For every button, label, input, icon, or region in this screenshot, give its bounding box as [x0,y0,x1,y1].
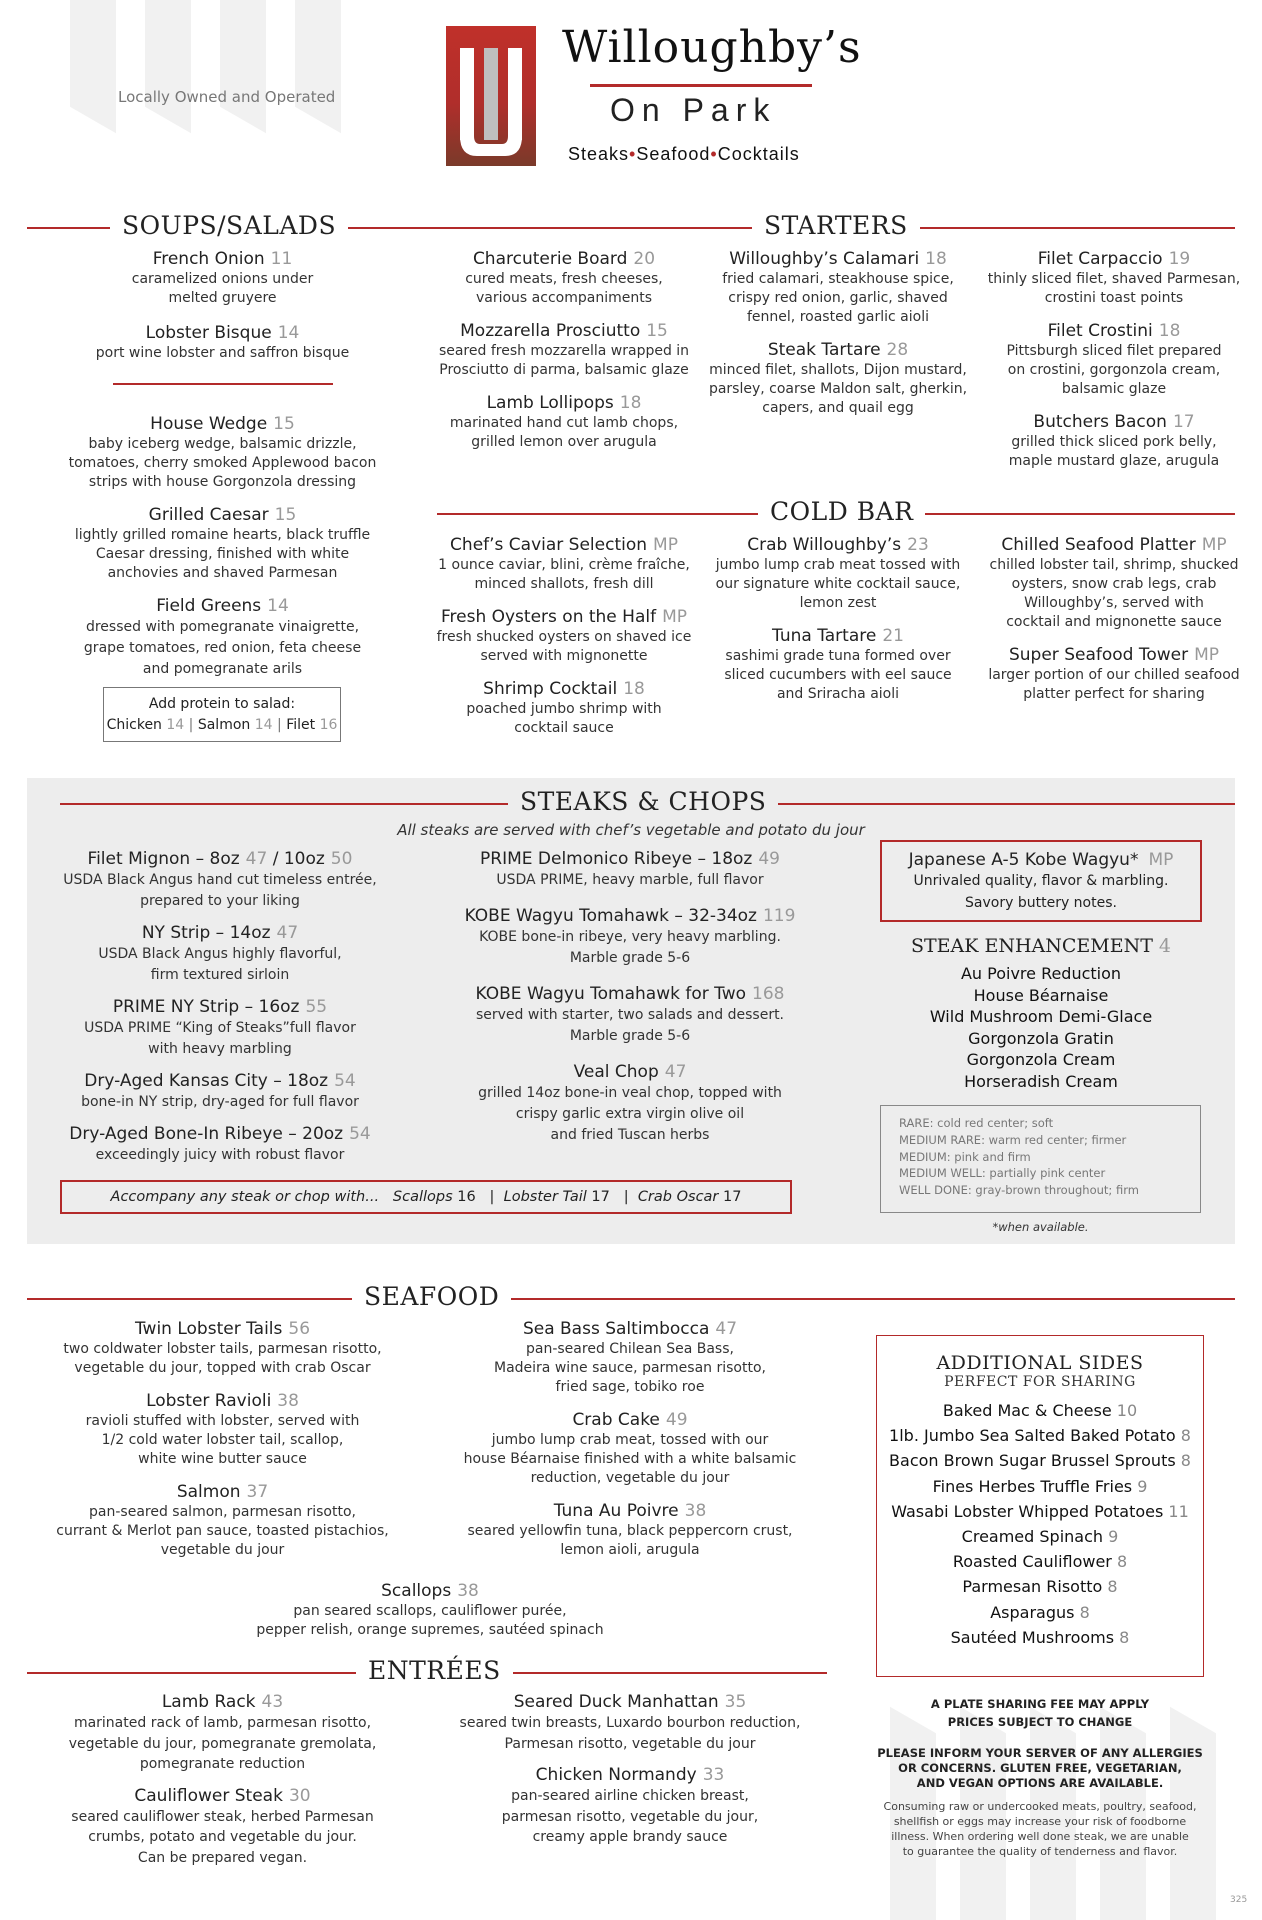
menu-item: Grilled Caesar 15 lightly grilled romaine hearts, black truffle Caesar dressing, finished with white anchovies and shaved Parmesan [74,505,371,581]
menu-item: Filet Crostini 18 Pittsburgh sliced filet prepared on crostini, gorgonzola cream, balsamic glaze [1006,321,1222,397]
entrees-col2 [455,1691,805,1848]
brand-underline [590,84,812,87]
seafood-col1 [50,1318,395,1560]
decorative-stripe [220,0,266,133]
decorative-stripe [70,0,116,133]
menu-item: Lamb Lollipops 18 marinated hand cut lamb chops, grilled lemon over arugula [449,393,679,450]
fee-note: A PLATE SHARING FEE MAY APPLY PRICES SUBJECT TO CHANGE [930,1697,1150,1729]
menu-item: House Wedge 15 baby iceberg wedge, balsamic drizzle, tomatoes, cherry smoked Applewood bacon strips with house Gorgonzola dressing [68,414,377,490]
section-title-soups: SOUPS/SALADS [110,211,348,241]
coldbar-col1 [428,534,700,738]
side-item: Parmesan Risotto 8 [962,1577,1118,1597]
menu-item: Mozzarella Prosciutto 15 seared fresh mozzarella wrapped in Prosciutto di parma, balsamic glaze [438,321,690,378]
menu-item: Lobster Ravioli 38 ravioli stuffed with lobster, served with 1/2 cold water lobster tail, scallop, white wine butter sauce [85,1391,360,1467]
section-title-cold-bar: COLD BAR [758,497,925,527]
menu-item: Super Seafood Tower MP larger portion of our chilled seafood platter perfect for sharing [988,645,1240,702]
menu-item: Dry-Aged Kansas City – 18oz 54 bone-in NY strip, dry-aged for full flavor [81,1071,359,1110]
menu-item: Steak Tartare 28 minced filet, shallots, Dijon mustard, parsley, coarse Maldon salt, gherkin, capers, and quail egg [708,340,968,416]
menu-item: Lobster Bisque 14 port wine lobster and saffron bisque [95,323,350,361]
coldbar-col2 [702,534,974,704]
steaks-subtitle: All steaks are served with chef’s vegetable and potato du jour [397,821,865,839]
menu-item: Salmon 37 pan-seared salmon, parmesan risotto, currant & Merlot pan sauce, toasted pistachios, vegetable du jour [56,1482,389,1558]
menu-item: KOBE Wagyu Tomahawk for Two 168 served with starter, two salads and dessert. Marble grade 5-6 [475,984,785,1044]
menu-item: Crab Willoughby’s 23 jumbo lump crab meat tossed with our signature white cocktail sauce, lemon zest [715,535,961,611]
menu-item: Chicken Normandy 33 pan-seared airline chicken breast, parmesan risotto, vegetable du jour, creamy apple brandy sauce [501,1765,759,1845]
section-title-starters: STARTERS [752,211,920,241]
menu-item: PRIME Delmonico Ribeye – 18oz 49 USDA PRIME, heavy marble, full flavor [480,849,780,888]
enhancement-item: Wild Mushroom Demi-Glace [929,1007,1153,1026]
menu-item: Filet Carpaccio 19 thinly sliced filet, shaved Parmesan, crostini toast points [987,249,1241,306]
menu-item: Lamb Rack 43 marinated rack of lamb, parmesan risotto, vegetable du jour, pomegranate gremolata, pomegranate reduction [68,1692,377,1772]
sides-subtitle: PERFECT FOR SHARING [944,1374,1136,1390]
menu-item: Dry-Aged Bone-In Ribeye – 20oz 54 exceedingly juicy with robust flavor [69,1124,371,1163]
soups-column [50,248,395,680]
menu-item: Willoughby’s Calamari 18 fried calamari, steakhouse spice, crispy red onion, garlic, shaved fennel, roasted garlic aioli [722,249,954,325]
when-available-note: *when available. [992,1220,1089,1234]
tagline: Locally Owned and Operated [118,88,336,106]
menu-item: Seared Duck Manhattan 35 seared twin breasts, Luxardo bourbon reduction, Parmesan risotto, vegetable du jour [459,1692,801,1752]
starters-col3 [978,248,1250,471]
menu-item: Tuna Tartare 21 sashimi grade tuna formed over sliced cucumbers with eel sauce and Sriracha aioli [724,626,952,702]
sides-box [876,1335,1204,1677]
logo-w-icon [446,26,536,166]
brand-name: Willoughby’s [562,22,862,73]
protein-box: Add protein to salad: Chicken 14 | Salmon 14 | Filet 16 [103,687,341,742]
kobe-box: Japanese A-5 Kobe Wagyu* MP Unrivaled quality, flavor & marbling. Savory buttery notes. [880,840,1202,922]
brand-sub: On Park [610,92,777,128]
menu-item: Twin Lobster Tails 56 two coldwater lobster tails, parmesan risotto, vegetable du jour, topped with crab Oscar [63,1319,382,1376]
decorative-stripe [295,0,341,133]
menu-item: Chef’s Caviar Selection MP 1 ounce caviar, blini, crème fraîche, minced shallots, fresh dill [438,535,690,592]
logo [446,26,536,166]
section-rule [910,227,1235,229]
menu-item: KOBE Wagyu Tomahawk – 32-34oz 119 KOBE bone-in ribeye, very heavy marbling. Marble grade 5-6 [464,906,796,966]
menu-item: Crab Cake 49 jumbo lump crab meat, tossed with our house Béarnaise finished with a white balsamic reduction, vegetable du jour [463,1410,797,1486]
sides-title: ADDITIONAL SIDES [936,1352,1144,1374]
accompany-box: Accompany any steak or chop with... Scallops 16 | Lobster Tail 17 | Crab Oscar 17 [60,1180,792,1214]
starters-col1 [428,248,700,452]
steaks-col1 [60,848,380,1166]
section-title-seafood: SEAFOOD [352,1282,511,1312]
menu-item: Veal Chop 47 grilled 14oz bone-in veal chop, topped with crispy garlic extra virgin olive oil and fried Tuscan herbs [478,1062,782,1143]
enhancement-item: Gorgonzola Cream [966,1050,1116,1069]
menu-item: Chilled Seafood Platter MP chilled lobster tail, shrimp, shucked oysters, snow crab legs, crab Willoughby’s, served with cocktail and mignonette sauce [989,535,1239,630]
steak-enhancement: STEAK ENHANCEMENT 4 Au Poivre Reduction House Béarnaise Wild Mushroom Demi-Glace Gorgonzola Gratin Gorgonzola Cream Horseradish Cream [880,935,1202,1092]
menu-item: PRIME NY Strip – 16oz 55 USDA PRIME “King of Steaks”full flavor with heavy marbling [84,997,356,1057]
menu-item: Sea Bass Saltimbocca 47 pan-seared Chilean Sea Bass, Madeira wine sauce, parmesan risotto, fried sage, tobiko roe [494,1319,766,1395]
section-rule [27,1298,1235,1300]
menu-item: Butchers Bacon 17 grilled thick sliced pork belly, maple mustard glaze, arugula [1008,412,1220,469]
side-item: Asparagus 8 [990,1602,1090,1622]
side-item: Fines Herbes Truffle Fries 9 [932,1476,1148,1496]
side-item: Wasabi Lobster Whipped Potatoes 11 [891,1501,1189,1521]
menu-item: Filet Mignon – 8oz 47 / 10oz 50 USDA Black Angus hand cut timeless entrée, prepared to your liking [63,849,377,909]
menu-item: Field Greens 14 dressed with pomegranate vinaigrette, grape tomatoes, red onion, feta cheese and pomegranate arils [83,596,362,677]
coldbar-col3 [978,534,1250,704]
enhancement-item: Au Poivre Reduction [960,964,1122,983]
side-item: Creamed Spinach 9 [961,1527,1119,1547]
menu-item: Charcuterie Board 20 cured meats, fresh cheeses, various accompaniments [465,249,663,306]
side-item: Baked Mac & Cheese 10 [942,1401,1138,1420]
menu-item: Cauliflower Steak 30 seared cauliflower steak, herbed Parmesan crumbs, potato and vegetable du jour. Can be prepared vegan. [71,1785,374,1866]
menu-item: Shrimp Cocktail 18 poached jumbo shrimp with cocktail sauce [466,679,662,736]
side-item: Bacon Brown Sugar Brussel Sprouts 8 [889,1451,1191,1471]
starters-col2 [702,248,974,418]
section-title-entrees: ENTRÉES [356,1656,513,1686]
menu-item: Fresh Oysters on the Half MP fresh shucked oysters on shaved ice served with mignonette [436,607,692,664]
temperature-guide: RARE: cold red center; soft MEDIUM RARE: warm red center; firmer MEDIUM: pink and firm MEDIUM WELL: partially pink center WELL DONE: gray-brown throughout; firm [880,1105,1201,1213]
enhancement-item: Gorgonzola Gratin [968,1028,1114,1048]
seafood-col2 [455,1318,805,1560]
allergy-note: PLEASE INFORM YOUR SERVER OF ANY ALLERGIES OR CONCERNS. GLUTEN FREE, VEGETARIAN, AND VEGAN OPTIONS ARE AVAILABLE. [877,1746,1203,1790]
page-code: 325 [1230,1895,1248,1905]
consumption-warning: Consuming raw or undercooked meats, poultry, seafood, shellfish or eggs may increase your risk of foodborne illness. When ordering well done steak, we are unable to guarantee the quality of tenderness and flavor. [883,1800,1197,1858]
side-item: 1lb. Jumbo Sea Salted Baked Potato 8 [889,1426,1191,1446]
steaks-col2 [450,848,810,1146]
section-title-steaks: STEAKS & CHOPS [508,787,778,817]
menu-item: Scallops 38 pan seared scallops, cauliflower purée, pepper relish, orange supremes, sautéed spinach [256,1581,604,1638]
menu-item: French Onion 11 caramelized onions under melted gruyere [131,249,314,306]
entrees-col1 [50,1691,395,1868]
enhancement-item: House Béarnaise [973,985,1109,1005]
decorative-stripe [145,0,191,133]
side-item: Sautéed Mushrooms 8 [950,1627,1130,1647]
side-item: Roasted Cauliflower 8 [952,1552,1128,1572]
menu-item: Tuna Au Poivre 38 seared yellowfin tuna, black peppercorn crust, lemon aioli, arugula [467,1501,793,1558]
menu-item: NY Strip – 14oz 47 USDA Black Angus highly flavorful, firm textured sirloin [98,923,342,983]
enhancement-item: Horseradish Cream [964,1071,1118,1091]
brand-line: Steaks•Seafood•Cocktails [568,144,800,164]
